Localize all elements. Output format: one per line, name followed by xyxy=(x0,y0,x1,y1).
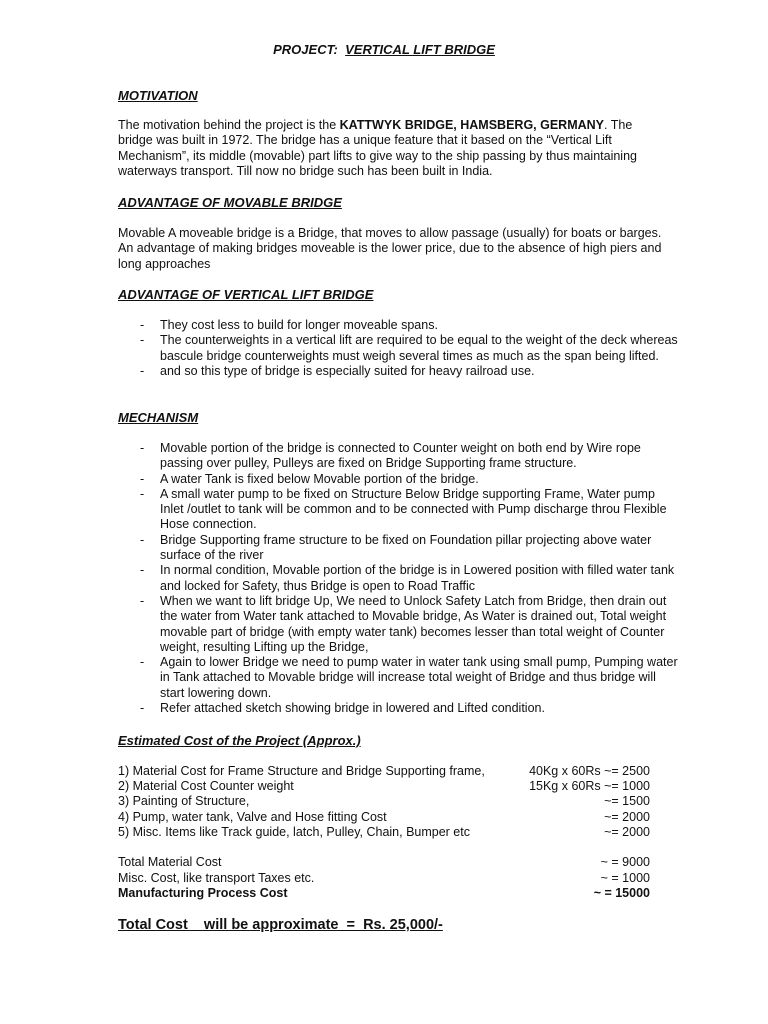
cost-value: 40Kg x 60Rs ~= 2500 xyxy=(529,764,650,778)
summary-value: ~ = 1000 xyxy=(600,871,650,885)
cost-label: 2) Material Cost Counter weight xyxy=(118,779,294,793)
cost-heading: Estimated Cost of the Project (Approx.) xyxy=(118,733,361,748)
cost-value: ~= 2000 xyxy=(604,825,650,839)
cost-label: 3) Painting of Structure, xyxy=(118,794,250,808)
list-item: - In normal condition, Movable portion of the bridge is in Lowered position with filled water tank and locked for Safety, thus Bridge is open to Road Traffic xyxy=(118,563,678,594)
cost-value: 15Kg x 60Rs ~= 1000 xyxy=(529,779,650,793)
list-item: - When we want to lift bridge Up, We need to Unlock Safety Latch from Bridge, then drain out the water from Water tank attached to Movable bridge, As Water is drained out, Total weight movable part of bridge (with empty water tank) becomes lesser than total weight of Counter weight, resulting Lifting up the Bridge, xyxy=(118,594,678,655)
list-item: - They cost less to build for longer moveable spans. xyxy=(118,318,678,333)
cost-row xyxy=(118,764,650,779)
title-prefix: PROJECT: xyxy=(273,42,338,57)
list-item: - Bridge Supporting frame structure to be fixed on Foundation pillar projecting above water surface of the river xyxy=(118,533,678,564)
advantage-movable-paragraph: Movable A moveable bridge is a Bridge, that moves to allow passage (usually) for boats or barges. An advantage of making bridges moveable is the lower price, due to the absence of high piers and long approaches xyxy=(118,226,662,271)
motivation-text-before: The motivation behind the project is the xyxy=(118,118,340,132)
advantage-vertical-list xyxy=(118,318,678,379)
summary-label: Misc. Cost, like transport Taxes etc. xyxy=(118,871,315,885)
summary-value: ~ = 9000 xyxy=(600,855,650,869)
motivation-text-after: . The bridge was built in 1972. The bridge has a unique feature that it based on the “Vertical Lift Mechanism”, its middle (movable) part lifts to give way to the ship passing by thus maintaining waterways transport. Till now no bridge such has been built in India. xyxy=(118,118,637,178)
cost-row xyxy=(118,810,650,825)
cost-row xyxy=(118,794,650,809)
list-item: - Movable portion of the bridge is connected to Counter weight on both end by Wire rope passing over pulley, Pulleys are fixed on Bridge Supporting frame structure. xyxy=(118,441,678,472)
summary-row xyxy=(118,871,650,886)
cost-label: 1) Material Cost for Frame Structure and Bridge Supporting frame, xyxy=(118,764,485,778)
summary-label: Total Material Cost xyxy=(118,855,222,869)
total-cost: Total Cost will be approximate = Rs. 25,000/- xyxy=(118,917,443,933)
list-item: - A small water pump to be fixed on Structure Below Bridge supporting Frame, Water pump Inlet /outlet to tank will be common and to be connected with Pump discharge throu Flexible Hose connection. xyxy=(118,487,678,533)
page-title xyxy=(0,42,768,57)
cost-value: ~= 1500 xyxy=(604,794,650,808)
cost-value: ~= 2000 xyxy=(604,810,650,824)
list-item: - and so this type of bridge is especially suited for heavy railroad use. xyxy=(118,364,678,379)
advantage-vertical-heading: ADVANTAGE OF VERTICAL LIFT BRIDGE xyxy=(118,287,374,302)
summary-value: ~ = 15000 xyxy=(593,886,650,900)
advantage-movable-heading: ADVANTAGE OF MOVABLE BRIDGE xyxy=(118,195,342,210)
cost-row xyxy=(118,825,650,840)
mechanism-heading: MECHANISM xyxy=(118,410,199,425)
cost-label: 5) Misc. Items like Track guide, latch, Pulley, Chain, Bumper etc xyxy=(118,825,470,839)
cost-label: 4) Pump, water tank, Valve and Hose fitting Cost xyxy=(118,810,387,824)
summary-label: Manufacturing Process Cost xyxy=(118,886,288,900)
summary-row xyxy=(118,886,650,901)
list-item: - Again to lower Bridge we need to pump water in water tank using small pump, Pumping water in Tank attached to Movable bridge will increase total weight of Bridge and thus bridge will start lowering down. xyxy=(118,655,678,701)
motivation-bridge-name: KATTWYK BRIDGE, HAMSBERG, GERMANY xyxy=(339,118,605,132)
list-item: - A water Tank is fixed below Movable portion of the bridge. xyxy=(118,472,678,487)
summary-row xyxy=(118,855,650,870)
title-name: VERTICAL LIFT BRIDGE xyxy=(345,42,495,57)
motivation-heading: MOTIVATION xyxy=(118,88,198,103)
motivation-paragraph xyxy=(118,118,663,179)
list-item: - The counterweights in a vertical lift are required to be equal to the weight of the deck whereas bascule bridge counterweights must weigh several times as much as the span being lifted. xyxy=(118,333,678,364)
cost-row xyxy=(118,779,650,794)
mechanism-list xyxy=(118,441,678,716)
list-item: - Refer attached sketch showing bridge in lowered and Lifted condition. xyxy=(118,701,678,716)
